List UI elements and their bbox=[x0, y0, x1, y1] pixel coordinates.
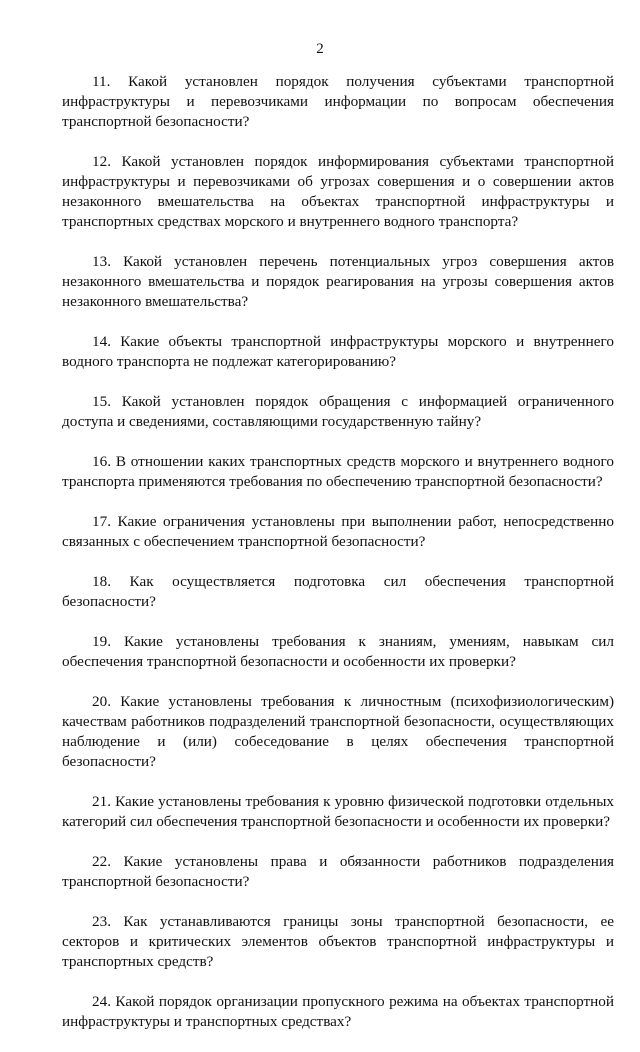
question-item: 12. Какой установлен порядок информирования субъектами транспортной инфраструктуры и перевозчиками об угрозах совершения и о совершении актов незаконного вмешательства на объектах транспортной инфраструктуры и транспортных средствах морского и внутреннего водного транспорта? bbox=[62, 153, 614, 230]
question-item: 21. Какие установлены требования к уровню физической подготовки отдельных категорий сил обеспечения транспортной безопасности и особенности их проверки? bbox=[62, 793, 614, 830]
question-item: 13. Какой установлен перечень потенциальных угроз совершения актов незаконного вмешательства и порядок реагирования на угрозы совершения актов незаконного вмешательства? bbox=[62, 253, 614, 310]
question-item: 20. Какие установлены требования к личностным (психофизиологическим) качествам работников подразделений транспортной безопасности, осуществляющих наблюдение и (или) собеседование в целях обеспечения транспортной безопасности? bbox=[62, 693, 614, 770]
question-item: 24. Какой порядок организации пропускного режима на объектах транспортной инфраструктуры и транспортных средствах? bbox=[62, 993, 614, 1030]
question-item: 18. Как осуществляется подготовка сил обеспечения транспортной безопасности? bbox=[62, 573, 614, 610]
question-item: 17. Какие ограничения установлены при выполнении работ, непосредственно связанных с обеспечением транспортной безопасности? bbox=[62, 513, 614, 550]
question-item: 22. Какие установлены права и обязанности работников подразделения транспортной безопасности? bbox=[62, 853, 614, 890]
page-number: 2 bbox=[316, 41, 324, 57]
question-item: 16. В отношении каких транспортных средств морского и внутреннего водного транспорта применяются требования по обеспечению транспортной безопасности? bbox=[62, 453, 614, 490]
question-item: 19. Какие установлены требования к знаниям, умениям, навыкам сил обеспечения транспортной безопасности и особенности их проверки? bbox=[62, 633, 614, 670]
question-item: 11. Какой установлен порядок получения субъектами транспортной инфраструктуры и перевозчиками информации по вопросам обеспечения транспортной безопасности? bbox=[62, 73, 614, 130]
question-item: 23. Как устанавливаются границы зоны транспортной безопасности, ее секторов и критических элементов объектов транспортной инфраструктуры и транспортных средств? bbox=[62, 913, 614, 970]
question-item: 14. Какие объекты транспортной инфраструктуры морского и внутреннего водного транспорта не подлежат категорированию? bbox=[62, 333, 614, 370]
question-list bbox=[62, 72, 614, 1052]
question-item: 15. Какой установлен порядок обращения с информацией ограниченного доступа и сведениями, составляющими государственную тайну? bbox=[62, 393, 614, 430]
